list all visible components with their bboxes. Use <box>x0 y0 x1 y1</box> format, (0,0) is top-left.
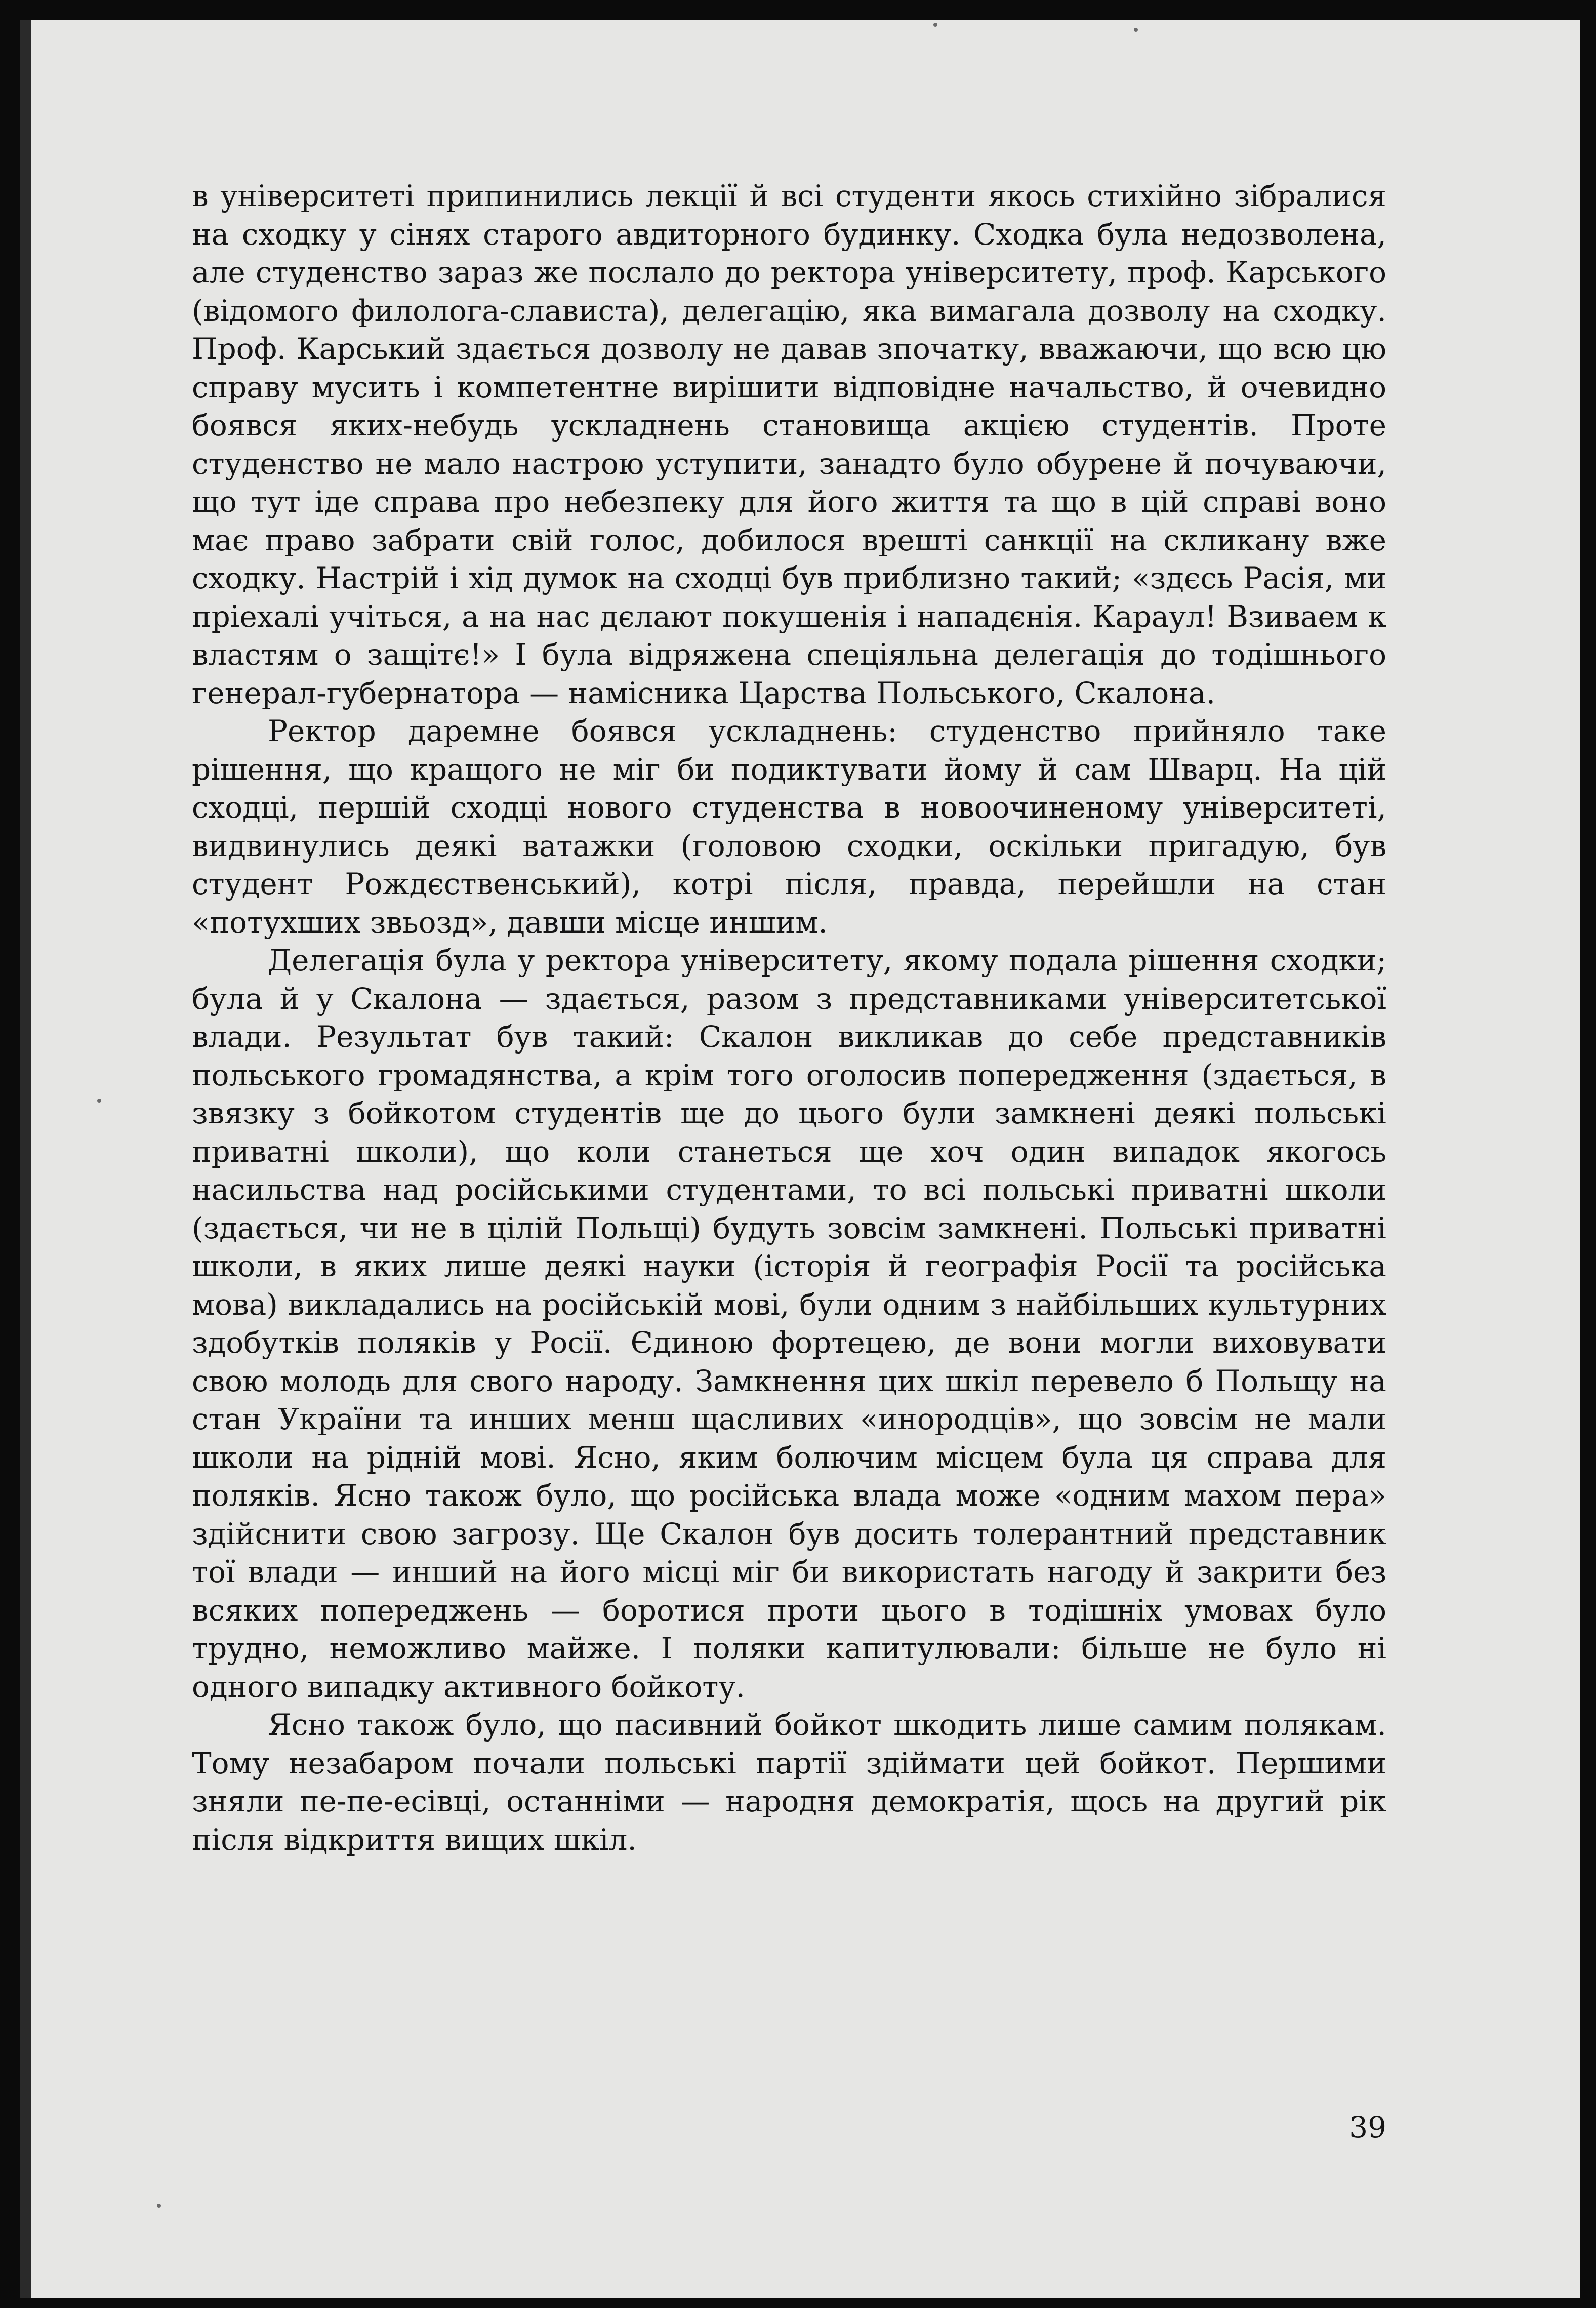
paragraph-delegation: Делегація була у ректора університету, якому подала рішення сходки; була й у Скалона — здається, разом з представниками університетської влади. Результат був такий: Скалон викликав до себе представників польського громадянства, а крім того оголосив попередження (здається, в звязку з бойкотом студентів ще до цього були замкнені деякі польські приватні школи), що коли станеться ще хоч один випадок якогось насильства над російськими студентами, то всі польські приватні школи (здається, чи не в цілій Польщі) будуть зовсім замкнені. Польські приватні школи, в яких лише деякі науки (історія й географія Росії та російська мова) викладались на російській мові, були одним з найбільших культурних здобутків поляків у Росії. Єдиною фортецею, де вони могли виховувати свою молодь для свого народу. Замкнення цих шкіл перевело б Польщу на стан України та инших менш щасливих «инородців», що зовсім не мали школи на рідній мові. Ясно, яким болючим місцем була ця справа для поляків. Ясно також було, що російська влада може «одним махом пера» здійснити свою загрозу. Ще Скалон був досить толерантний представник тої влади — инший на його місці міг би використать нагоду й закрити без всяких попереджень — боротися проти цього в тодішніх умовах було трудно, неможливо майже. І поляки капитулювали: більше не було ні одного випадку активного бойкоту. <box>192 943 1386 1704</box>
main-text <box>192 177 1386 1859</box>
scan-speck <box>157 2204 161 2208</box>
page-binding-edge <box>20 20 31 2298</box>
page-number: 39 <box>1349 2110 1386 2144</box>
paragraph-rector: Ректор даремне боявся ускладнень: студенство прийняло таке рішення, що кращого не міг би подиктувати йому й сам Шварц. На цій сходці, першій сходці нового студенства в новоочиненому університеті, видвинулись деякі ватажки (головою сходки, оскільки пригадую, був студент Рождєственський), котрі після, правда, перейшли на стан «потухших звьозд», давши місце иншим. <box>192 714 1386 940</box>
scan-speck <box>1134 28 1138 32</box>
paragraph-continuation: в університеті припинились лекції й всі студенти якось стихійно зібралися на сходку у сінях старого авдиторного будинку. Сходка була недозволена, але студенство зараз же послало до ректора університету, проф. Карського (відомого филолога-слависта), делегацію, яка вимагала дозволу на сходку. Проф. Карський здається дозволу не давав зпочатку, вважаючи, що всю цю справу мусить і компетентне вирішити відповідне начальство, й очевидно боявся яких-небудь ускладнень становища акцією студентів. Проте студенство не мало настрою уступити, занадто було обурене й почуваючи, що тут іде справа про небезпеку для його життя та що в цій справі воно має право забрати свій голос, добилося врешті санкції на скликану вже сходку. Настрій і хід думок на сходці був приблизно такий; «здєсь Расія, ми пріехалі учіться, а на нас дєлают покушенія і нападєнія. Караул! Взиваем к властям о защітє!» І була відряжена спеціяльна делегація до тодішнього генерал-губернатора — намісника Царства Польського, Скалона. <box>192 179 1386 710</box>
paragraph-boycott: Ясно також було, що пасивний бойкот шкодить лише самим полякам. Тому незабаром почали польські партії здіймати цей бойкот. Першими зняли пе-пе-есівці, останніми — народня демократія, щось на другий рік після відкриття вищих шкіл. <box>192 1708 1386 1857</box>
scan-speck <box>933 23 937 27</box>
scan-speck <box>97 1099 101 1103</box>
